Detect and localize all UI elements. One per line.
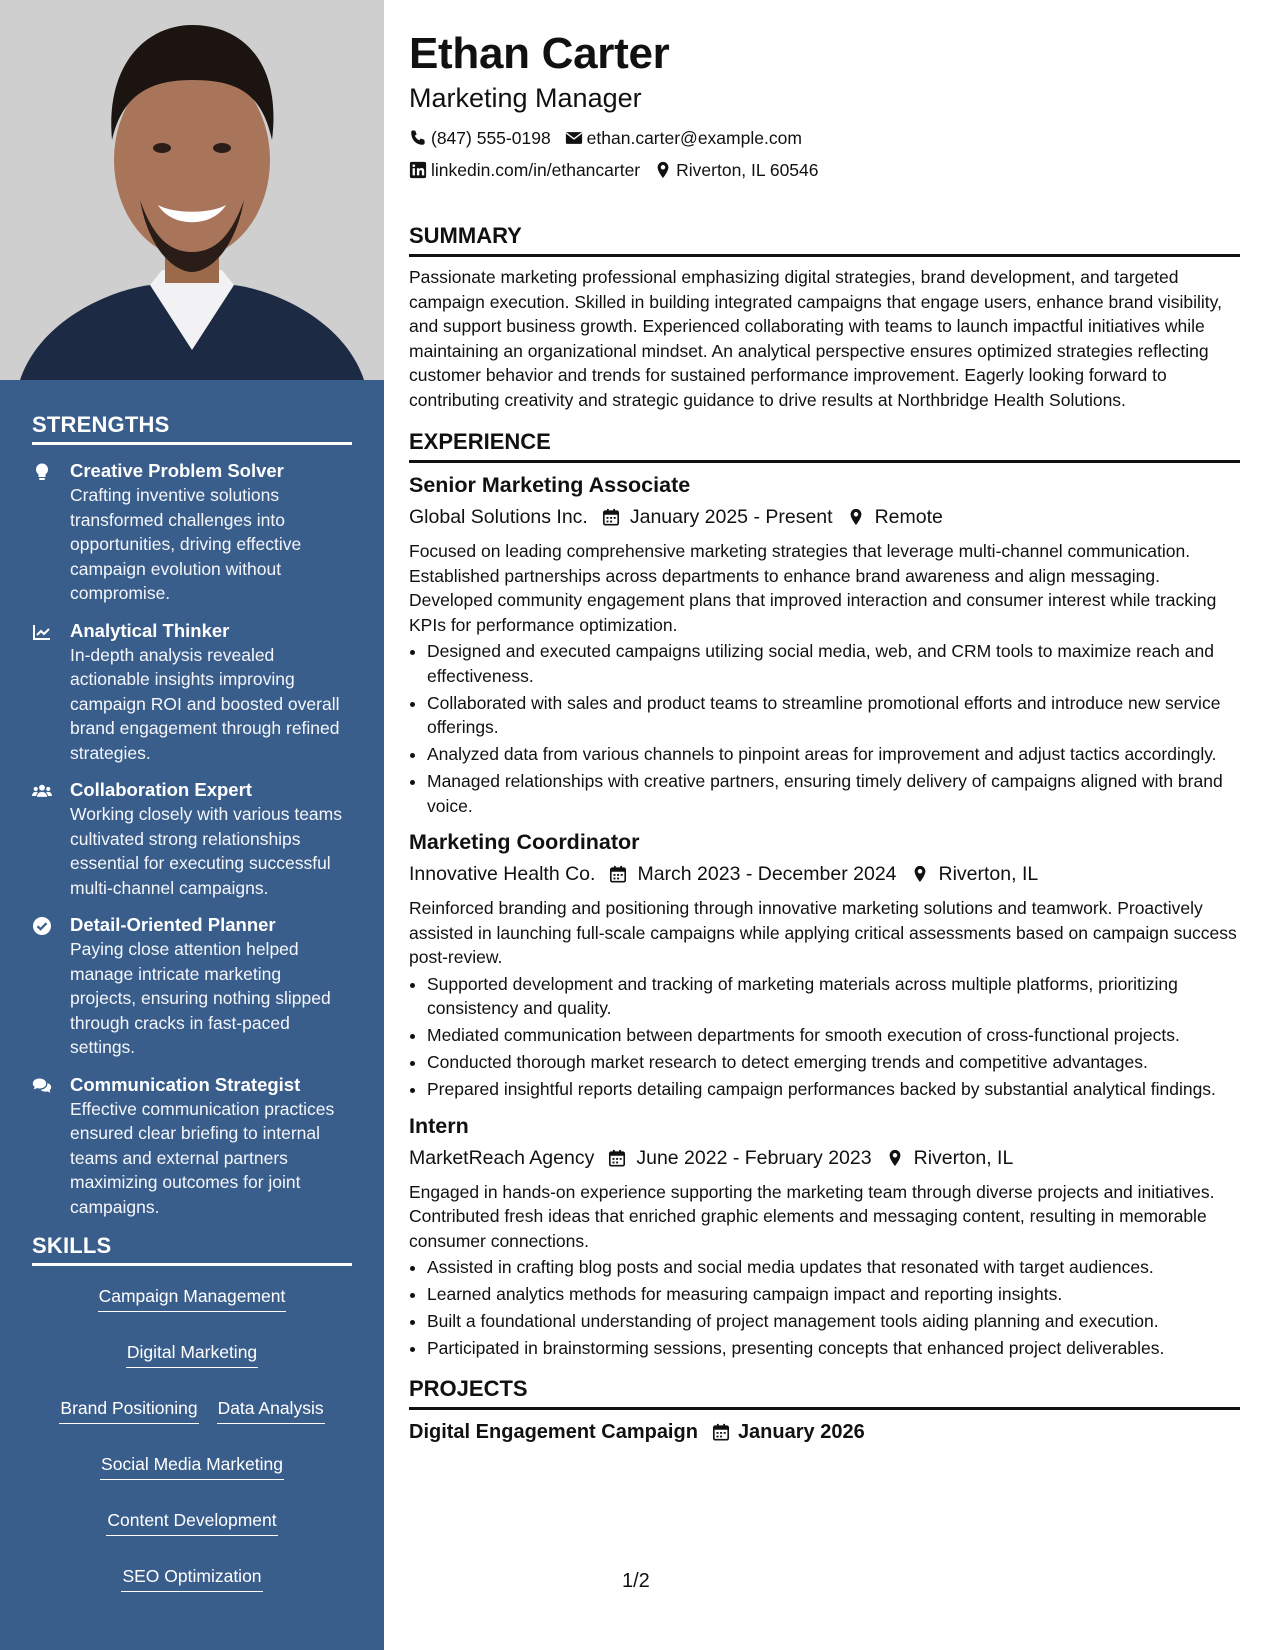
job-bullets (409, 972, 1240, 1102)
linkedin-text: linkedin.com/in/ethancarter (431, 160, 641, 180)
envelope-icon (565, 129, 583, 147)
job-bullets (409, 1255, 1240, 1361)
profile-photo-illustration (0, 0, 384, 380)
job-company: Innovative Health Co. (409, 863, 596, 885)
contact-row (409, 122, 1240, 154)
page-number: 1/2 (622, 1570, 650, 1592)
profile-photo (0, 0, 384, 380)
phone-icon (409, 129, 427, 147)
job-bullet: • Supported development and tracking of marketing materials across multiple platforms, prioritizing consistency and quality. (427, 972, 1240, 1021)
contact-row (409, 154, 1240, 186)
job-bullet: • Mediated communication between departments for smooth execution of cross-functional projects. (427, 1023, 1240, 1048)
job-dates: January 2025 - Present (629, 506, 833, 528)
job-meta (409, 503, 1240, 531)
job-location: Riverton, IL (913, 1146, 1014, 1169)
lightbulb-icon (32, 459, 70, 606)
chart-line-icon (32, 619, 70, 766)
summary-heading: SUMMARY (409, 222, 1240, 257)
project-name: Digital Engagement Campaign (409, 1420, 698, 1443)
job-dates: March 2023 - December 2024 (637, 863, 897, 885)
strength-desc: Crafting inventive solutions transformed challenges into opportunities, driving effective campaign evolution without compromise. (70, 485, 302, 603)
map-marker-icon (911, 865, 929, 883)
contact-location (654, 154, 818, 186)
job-bullet: • Collaborated with sales and product teams to streamline promotional efforts and introduce new service offerings. (427, 691, 1240, 740)
job-bullet: • Conducted thorough market research to detect emerging trends and competitive advantages. (427, 1050, 1240, 1075)
strength-item (32, 619, 352, 766)
users-icon (32, 778, 70, 900)
job-meta (409, 1144, 1240, 1172)
contact-email[interactable] (565, 122, 802, 154)
strengths-heading: STRENGTHS (32, 412, 352, 445)
calendar-icon (602, 508, 620, 526)
skills-heading: SKILLS (32, 1233, 352, 1266)
calendar-icon (609, 865, 627, 883)
skill-tag: Digital Marketing (126, 1340, 258, 1368)
strength-desc: Effective communication practices ensured clear briefing to internal teams and external partners maximizing outcomes for joint campaigns. (70, 1098, 335, 1217)
strength-desc: Paying close attention helped manage intricate marketing projects, ensuring nothing slipped through cracks in fast-paced settings. (70, 939, 331, 1057)
contact-linkedin[interactable] (409, 154, 640, 186)
skill-tag: Social Media Marketing (100, 1452, 284, 1480)
skills-list (32, 1280, 352, 1592)
job-bullets (409, 639, 1240, 818)
skill-tag: SEO Optimization (121, 1564, 262, 1592)
job-description: Reinforced branding and positioning through innovative marketing solutions and teamwork. Proactively assisted in launching full-scale campaigns while applying critical assessments based on campaign success post-review. (409, 898, 1237, 967)
job-bullet: • Designed and executed campaigns utilizing social media, web, and CRM tools to maximize reach and effectiveness. (427, 639, 1240, 688)
strength-item (32, 459, 352, 606)
strength-title: Analytical Thinker (70, 619, 230, 641)
skill-tag: Data Analysis (217, 1396, 325, 1424)
job-bullet: • Managed relationships with creative partners, ensuring timely delivery of campaigns aligned with brand voice. (427, 769, 1240, 818)
skill-tag: Brand Positioning (59, 1396, 198, 1424)
job-bullet: • Built a foundational understanding of project management tools aiding planning and execution. (427, 1309, 1240, 1334)
check-circle-icon (32, 913, 70, 1060)
map-marker-icon (654, 161, 672, 179)
strength-desc: Working closely with various teams cultivated strong relationships essential for executing successful multi-channel campaigns. (70, 804, 342, 898)
job-bullet: • Analyzed data from various channels to pinpoint areas for improvement and adjust tactics accordingly. (427, 742, 1240, 767)
main-content (409, 26, 1240, 1446)
calendar-icon (712, 1423, 730, 1441)
phone-text: (847) 555-0198 (431, 128, 551, 148)
strength-item (32, 1073, 352, 1220)
job-dates: June 2022 - February 2023 (636, 1146, 872, 1169)
summary-text: Passionate marketing professional emphasizing digital strategies, brand development, and targeted campaign execution. Skilled in building integrated campaigns that engage users, enhance brand visibility, and support business growth. Experienced collaborating with teams to launch impactful initiatives while maintaining an organizational mindset. An analytical perspective ensures optimized strategies reflecting customer behavior and trends for sustained performance improvement. Eagerly looking forward to contributing creativity and strategic guidance to drive results at Northbridge Health Solutions. (409, 267, 1222, 410)
comments-icon (32, 1073, 70, 1220)
job-bullet: • Learned analytics methods for measuring campaign impact and reporting insights. (427, 1282, 1240, 1307)
email-text: ethan.carter@example.com (586, 128, 802, 148)
job-entry (409, 471, 1240, 818)
sidebar-content (32, 412, 352, 1592)
job-bullet: • Prepared insightful reports detailing campaign performances backed by substantial analytical findings. (427, 1077, 1240, 1102)
map-marker-icon (886, 1149, 904, 1167)
strength-title: Communication Strategist (70, 1073, 301, 1095)
job-bullet: • Participated in brainstorming sessions, presenting concepts that enhanced project deliverables. (427, 1336, 1240, 1361)
projects-heading: PROJECTS (409, 1375, 1240, 1410)
job-description: Engaged in hands-on experience supporting the marketing team through diverse projects and initiatives. Contributed fresh ideas that enriched graphic elements and messaging content, resulting in memorable consumer connections. (409, 1181, 1215, 1251)
experience-heading: EXPERIENCE (409, 428, 1240, 463)
strength-item (32, 913, 352, 1060)
project-entry (409, 1418, 1240, 1446)
job-location: Remote (874, 506, 943, 528)
strength-desc: In-depth analysis revealed actionable insights improving campaign ROI and boosted overall brand engagement through refined strategies. (70, 644, 340, 763)
location-text: Riverton, IL 60546 (676, 160, 819, 180)
skill-tag: Campaign Management (98, 1284, 287, 1312)
job-description: Focused on leading comprehensive marketing strategies that leverage multi-channel communication. Established partnerships across departments to enhance brand awareness and align messaging. Developed community engagement plans that improved interaction and consumer interest while tracking KPIs for performance optimization. (409, 541, 1217, 635)
job-entry (409, 828, 1240, 1102)
job-title: Senior Marketing Associate (409, 473, 691, 497)
job-title: Intern (409, 1113, 469, 1138)
strength-item (32, 778, 352, 900)
strength-title: Collaboration Expert (70, 779, 252, 800)
job-title: Marketing Coordinator (409, 830, 640, 854)
job-meta (409, 860, 1240, 888)
job-bullet: • Assisted in crafting blog posts and social media updates that resonated with target audiences. (427, 1255, 1240, 1280)
skill-tag: Content Development (106, 1508, 277, 1536)
job-company: MarketReach Agency (409, 1146, 595, 1169)
candidate-role: Marketing Manager (409, 83, 642, 113)
linkedin-icon (409, 161, 427, 179)
contact-phone[interactable] (409, 122, 551, 154)
strength-title: Creative Problem Solver (70, 460, 284, 481)
job-location: Riverton, IL (938, 863, 1039, 885)
job-entry (409, 1112, 1240, 1361)
map-marker-icon (847, 508, 865, 526)
strength-title: Detail-Oriented Planner (70, 914, 276, 935)
project-date: January 2026 (737, 1420, 865, 1443)
job-company: Global Solutions Inc. (409, 506, 588, 528)
calendar-icon (608, 1149, 626, 1167)
candidate-name: Ethan Carter (409, 29, 670, 78)
sidebar (0, 0, 384, 1650)
